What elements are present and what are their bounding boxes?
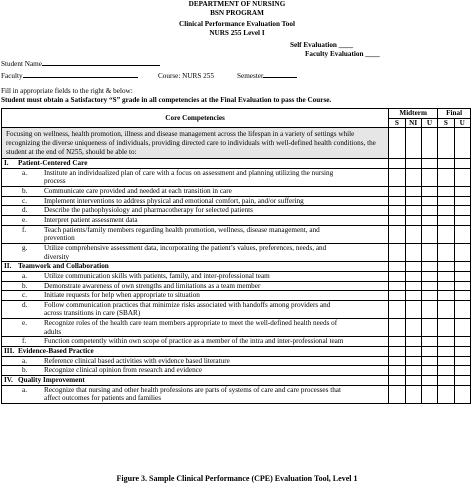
grade-cell[interactable] <box>438 243 454 261</box>
final-u-header: U <box>454 118 470 128</box>
grade-cell[interactable] <box>405 206 421 216</box>
item-letter: c. <box>22 291 27 300</box>
competency-row <box>2 385 471 403</box>
grade-cell[interactable] <box>438 159 454 169</box>
grade-cell[interactable] <box>454 291 470 301</box>
faculty-label: Faculty <box>1 72 23 80</box>
grade-cell[interactable] <box>454 271 470 281</box>
tool-title: Clinical Performance Evaluation Tool <box>179 20 295 28</box>
competency-text: Recognize roles of the health care team members appropriate to meet the well-defined health needs of adults <box>44 319 338 336</box>
competency-text: Utilize comprehensive assessment data, incorporating the patient’s values, preferences, needs, and diversity <box>44 243 327 261</box>
grade-cell[interactable] <box>389 356 405 366</box>
grade-cell[interactable] <box>438 300 454 318</box>
grade-cell[interactable] <box>438 216 454 226</box>
grade-cell[interactable] <box>454 375 470 385</box>
grade-cell[interactable] <box>454 196 470 206</box>
course-level: NURS 255 Level I <box>209 29 265 37</box>
item-letter: a. <box>22 168 27 177</box>
item-letter: e. <box>22 319 27 328</box>
competency-row <box>2 300 471 318</box>
section-title: Patient-Centered Care <box>18 159 88 168</box>
grade-cell[interactable] <box>421 366 437 376</box>
grade-cell[interactable] <box>454 347 470 357</box>
grade-cell[interactable] <box>389 300 405 318</box>
grade-cell[interactable] <box>454 337 470 347</box>
competency-row <box>2 243 471 261</box>
grade-cell[interactable] <box>438 319 454 337</box>
competency-row <box>2 356 471 366</box>
grade-cell[interactable] <box>405 319 421 337</box>
grade-cell[interactable] <box>389 225 405 243</box>
grade-cell[interactable] <box>438 271 454 281</box>
competency-text: Recognize that nursing and other health professions are parts of systems of care and care processes that affect outcomes for patients and families <box>44 385 341 403</box>
grade-cell[interactable] <box>421 271 437 281</box>
grade-cell[interactable] <box>454 281 470 291</box>
competency-row <box>2 319 471 337</box>
competency-row <box>2 187 471 197</box>
grade-cell[interactable] <box>389 128 405 159</box>
grade-cell[interactable] <box>421 168 437 186</box>
grade-cell[interactable] <box>421 347 437 357</box>
item-letter: d. <box>22 206 28 215</box>
grade-cell[interactable] <box>405 262 421 272</box>
section-number: I. <box>4 159 9 168</box>
grade-cell[interactable] <box>421 337 437 347</box>
item-letter: b. <box>22 281 28 290</box>
grade-cell[interactable] <box>454 385 470 403</box>
grade-cell[interactable] <box>438 375 454 385</box>
competency-text: Initiate requests for help when appropriate to situation <box>44 291 200 300</box>
section-row <box>2 347 471 357</box>
grade-cell[interactable] <box>421 291 437 301</box>
grade-cell[interactable] <box>438 206 454 216</box>
section-row <box>2 159 471 169</box>
item-letter: b. <box>22 187 28 196</box>
grade-cell[interactable] <box>454 356 470 366</box>
competency-row <box>2 216 471 226</box>
grade-cell[interactable] <box>405 375 421 385</box>
grade-cell[interactable] <box>421 206 437 216</box>
final-s-header: S <box>438 118 454 128</box>
section-title: Teamwork and Collaboration <box>18 262 109 271</box>
grade-cell[interactable] <box>438 196 454 206</box>
item-letter: b. <box>22 366 28 375</box>
midterm-s-header: S <box>389 118 405 128</box>
semester-label: Semester <box>237 72 264 80</box>
item-letter: f. <box>22 225 27 234</box>
grade-cell[interactable] <box>438 187 454 197</box>
item-letter: g. <box>22 243 28 252</box>
grade-cell[interactable] <box>389 243 405 261</box>
grade-cell[interactable] <box>405 128 421 159</box>
grade-cell[interactable] <box>405 196 421 206</box>
grade-cell[interactable] <box>454 262 470 272</box>
grade-cell[interactable] <box>389 187 405 197</box>
grade-cell[interactable] <box>438 347 454 357</box>
competency-text: Institute an individualized plan of care with a focus on assessment and planning utilizing the nursing process <box>44 168 334 186</box>
grade-cell[interactable] <box>454 319 470 337</box>
program-title: BSN PROGRAM <box>210 9 264 17</box>
grade-cell[interactable] <box>438 225 454 243</box>
grade-cell[interactable] <box>405 291 421 301</box>
competency-text: Follow communication practices that minimize risks associated with handoffs among providers and across transitions in care (SBAR) <box>44 300 331 318</box>
grade-cell[interactable] <box>454 206 470 216</box>
grade-cell[interactable] <box>454 128 470 159</box>
item-letter: f. <box>22 337 27 346</box>
competency-row <box>2 196 471 206</box>
competency-text: Reference clinical based activities with evidence based literature <box>44 356 230 365</box>
grade-cell[interactable] <box>454 300 470 318</box>
grade-cell[interactable] <box>389 291 405 301</box>
grade-cell[interactable] <box>421 225 437 243</box>
grade-cell[interactable] <box>421 216 437 226</box>
grade-cell[interactable] <box>438 356 454 366</box>
section-row <box>2 262 471 272</box>
grade-cell[interactable] <box>454 225 470 243</box>
competency-text: Function competently within own scope of practice as a member of the intra and inter-professional team <box>44 337 344 346</box>
midterm-ni-header: NI <box>405 118 421 128</box>
competency-row <box>2 337 471 347</box>
grade-cell[interactable] <box>405 366 421 376</box>
grade-cell[interactable] <box>405 300 421 318</box>
item-letter: d. <box>22 300 28 309</box>
grade-cell[interactable] <box>389 375 405 385</box>
item-letter: a. <box>22 385 27 394</box>
item-letter: a. <box>22 271 27 280</box>
instructions-pass: Student must obtain a Satisfactory “S” grade in all competencies at the Final Evaluation to pass the Course. <box>1 96 332 104</box>
grade-cell[interactable] <box>454 216 470 226</box>
grade-cell[interactable] <box>389 319 405 337</box>
course-label: Course: NURS 255 <box>158 72 214 80</box>
competency-text: Utilize communication skills with patients, family, and inter-professional team <box>44 271 270 280</box>
competency-row <box>2 168 471 186</box>
grade-cell[interactable] <box>389 196 405 206</box>
competency-table <box>1 108 471 404</box>
competency-row <box>2 206 471 216</box>
grade-cell[interactable] <box>421 187 437 197</box>
midterm-header: Midterm <box>389 109 438 119</box>
semester-field[interactable] <box>237 72 297 81</box>
grade-cell[interactable] <box>438 281 454 291</box>
grade-cell[interactable] <box>454 159 470 169</box>
grade-cell[interactable] <box>421 385 437 403</box>
grade-cell[interactable] <box>421 243 437 261</box>
grade-cell[interactable] <box>405 281 421 291</box>
grade-cell[interactable] <box>438 168 454 186</box>
grade-cell[interactable] <box>421 128 437 159</box>
grade-cell[interactable] <box>405 271 421 281</box>
midterm-u-header: U <box>421 118 437 128</box>
grade-cell[interactable] <box>421 159 437 169</box>
competency-row <box>2 291 471 301</box>
grade-cell[interactable] <box>389 159 405 169</box>
competency-text: Communicate care provided and needed at each transition in care <box>44 187 232 196</box>
faculty-field[interactable] <box>1 72 138 81</box>
grade-cell[interactable] <box>438 385 454 403</box>
section-number: IV. <box>4 375 13 384</box>
grade-cell[interactable] <box>421 375 437 385</box>
student-name-label: Student Name <box>1 60 42 68</box>
grade-cell[interactable] <box>454 243 470 261</box>
competency-row <box>2 281 471 291</box>
intro-text: Focusing on wellness, health promotion, illness and disease management across the lifespan in a variety of settings while recognizing the diverse uniqueness of individuals, providing directed care to individuals with well-defined health conditions, the student at the end of N255, should be able to: <box>2 128 389 159</box>
grade-cell[interactable] <box>389 385 405 403</box>
grade-cell[interactable] <box>389 168 405 186</box>
grade-cell[interactable] <box>454 187 470 197</box>
grade-cell[interactable] <box>405 337 421 347</box>
grade-cell[interactable] <box>421 319 437 337</box>
grade-cell[interactable] <box>438 262 454 272</box>
grade-cell[interactable] <box>421 300 437 318</box>
grade-cell[interactable] <box>405 159 421 169</box>
instructions-fill: Fill in appropriate fields to the right & below: <box>1 87 133 95</box>
grade-cell[interactable] <box>454 168 470 186</box>
grade-cell[interactable] <box>438 337 454 347</box>
student-name-field[interactable] <box>1 60 160 69</box>
grade-cell[interactable] <box>405 225 421 243</box>
grade-cell[interactable] <box>405 347 421 357</box>
faculty-evaluation-label: Faculty Evaluation ____ <box>305 50 380 58</box>
competency-text: Implement interventions to address physical and emotional comfort, pain, and/or suffering <box>44 196 304 205</box>
competency-row <box>2 366 471 376</box>
final-header: Final <box>438 109 471 119</box>
grade-cell[interactable] <box>405 356 421 366</box>
competency-text: Interpret patient assessment data <box>44 216 138 225</box>
grade-cell[interactable] <box>438 366 454 376</box>
grade-cell[interactable] <box>389 262 405 272</box>
grade-cell[interactable] <box>421 196 437 206</box>
grade-cell[interactable] <box>389 347 405 357</box>
item-letter: e. <box>22 216 27 225</box>
competency-row <box>2 225 471 243</box>
grade-cell[interactable] <box>389 366 405 376</box>
competency-row <box>2 271 471 281</box>
item-letter: c. <box>22 196 27 205</box>
grade-cell[interactable] <box>389 206 405 216</box>
grade-cell[interactable] <box>405 187 421 197</box>
section-title: Evidence-Based Practice <box>18 347 94 356</box>
grade-cell[interactable] <box>389 216 405 226</box>
section-row <box>2 375 471 385</box>
figure-caption: Figure 3. Sample Clinical Performance (CPE) Evaluation Tool, Level 1 <box>116 474 358 483</box>
grade-cell[interactable] <box>405 243 421 261</box>
section-number: II. <box>4 262 12 271</box>
section-number: III. <box>4 347 15 356</box>
grade-cell[interactable] <box>389 271 405 281</box>
grade-cell[interactable] <box>438 128 454 159</box>
grade-cell[interactable] <box>421 281 437 291</box>
competency-text: Recognize clinical opinion from research and evidence <box>44 366 203 375</box>
department-title: DEPARTMENT OF NURSING <box>188 0 286 8</box>
competency-text: Teach patients/family members regarding health promotion, wellness, disease management, and prevention <box>44 225 320 243</box>
grade-cell[interactable] <box>405 168 421 186</box>
grade-cell[interactable] <box>389 281 405 291</box>
grade-cell[interactable] <box>421 356 437 366</box>
grade-cell[interactable] <box>454 366 470 376</box>
competency-text: Demonstrate awareness of own strengths and limitations as a team member <box>44 281 261 290</box>
item-letter: a. <box>22 356 27 365</box>
grade-cell[interactable] <box>405 385 421 403</box>
grade-cell[interactable] <box>438 291 454 301</box>
grade-cell[interactable] <box>421 262 437 272</box>
grade-cell[interactable] <box>405 216 421 226</box>
grade-cell[interactable] <box>389 337 405 347</box>
core-competencies-header: Core Competencies <box>2 109 389 128</box>
section-title: Quality Improvement <box>18 375 85 384</box>
self-evaluation-label: Self Evaluation ____ <box>290 41 354 49</box>
competency-text: Describe the pathophysiology and pharmacotherapy for selected patients <box>44 206 253 215</box>
